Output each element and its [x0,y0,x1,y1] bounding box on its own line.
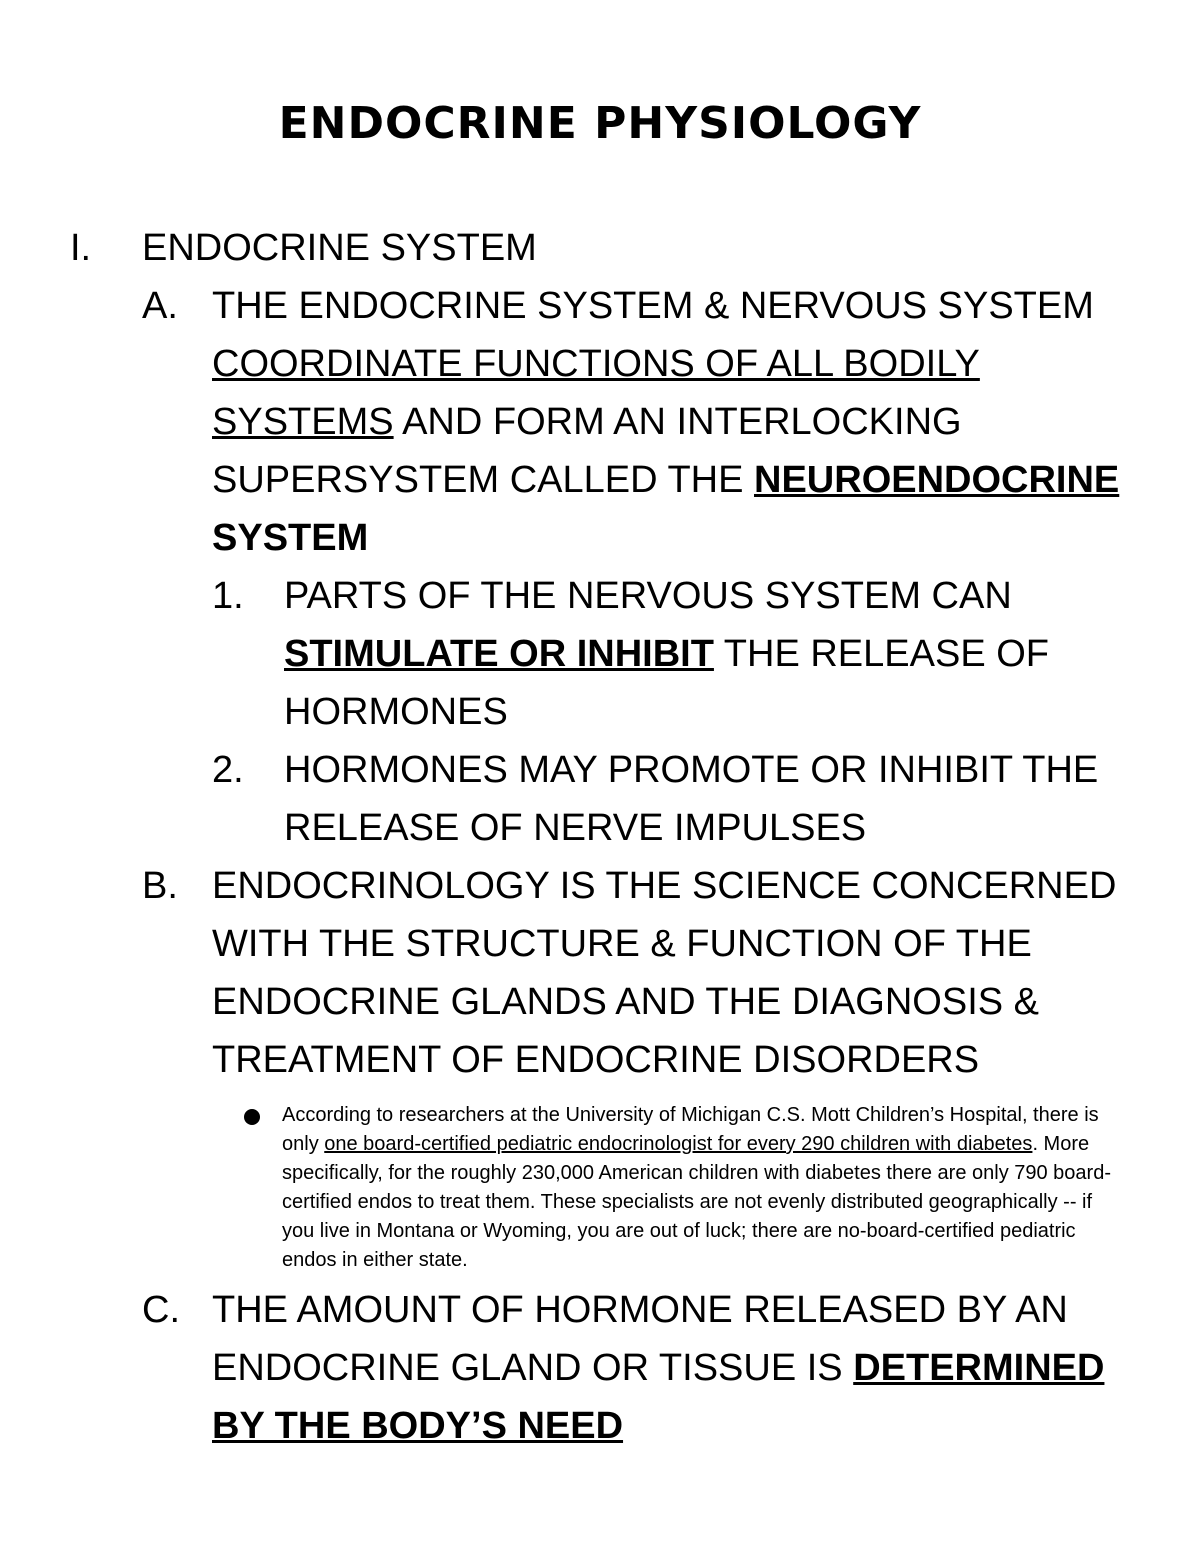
item-c-marker: C. [142,1289,180,1331]
item-a2 [212,741,1150,857]
item-a-key-term: NEUROENDOCRINE [754,459,1120,501]
note-text-3: . More specifically, for the roughly 230,000 American children with diabetes there are only 790 board-certified endos to treat them. These specialists are not evenly distributed geographically -- if you live in Montana or Wyoming, you are out of luck; there are no-board-certified pediatric endos in either state. [282,1133,1111,1271]
section-i-marker: I. [70,227,92,269]
section-i [70,219,1150,277]
item-c [142,1281,1150,1455]
item-a1-text-3: THE RELEASE OF HORMONES [284,633,1049,733]
item-c-text-1: THE AMOUNT OF HORMONE RELEASED BY AN ENDOCRINE GLAND OR TISSUE IS [212,1289,1068,1389]
item-b-text: ENDOCRINOLOGY IS THE SCIENCE CONCERNED WITH THE STRUCTURE & FUNCTION OF THE ENDOCRINE GLANDS AND THE DIAGNOSIS & TREATMENT OF ENDOCRINE DISORDERS [212,865,1117,1081]
item-b-marker: B. [142,865,178,907]
item-a1-text-1: PARTS OF THE NERVOUS SYSTEM CAN [284,575,1012,617]
outline [70,219,1150,1455]
item-a-text-3: AND FORM AN INTERLOCKING SUPERSYSTEM CALLED THE [212,401,962,501]
item-a-text-1: THE ENDOCRINE SYSTEM & NERVOUS SYSTEM [212,285,1094,327]
item-b [142,857,1150,1089]
note-text [282,1101,1122,1275]
item-a2-marker: 2. [212,749,244,791]
note-underlined-fact: one board-certified pediatric endocrinologist for every 290 children with diabetes [324,1133,1033,1155]
item-a-marker: A. [142,285,178,327]
item-a-key-term-suffix: SYSTEM [212,517,369,559]
item-c-key-phrase: DETERMINED BY THE BODY’S NEED [212,1347,1105,1447]
item-a1-key-phrase: STIMULATE OR INHIBIT [284,633,714,675]
item-a1-marker: 1. [212,575,244,617]
item-a-text [212,277,1137,567]
item-c-text [212,1281,1137,1455]
item-a2-text: HORMONES MAY PROMOTE OR INHIBIT THE RELEASE OF NERVE IMPULSES [284,749,1099,849]
item-a-underlined-phrase: COORDINATE FUNCTIONS OF ALL BODILY SYSTEMS [212,343,980,443]
bullet-dot-icon [244,1101,282,1121]
document-title: ENDOCRINE PHYSIOLOGY [278,98,922,149]
note-text-1: According to researchers at the University of Michigan C.S. Mott Children’s Hospital, there is only [282,1104,1099,1155]
item-a [142,277,1150,567]
item-a1-text [284,567,1134,741]
note-bullet [244,1101,1150,1275]
section-i-heading: ENDOCRINE SYSTEM [142,227,537,269]
item-a1 [212,567,1150,741]
